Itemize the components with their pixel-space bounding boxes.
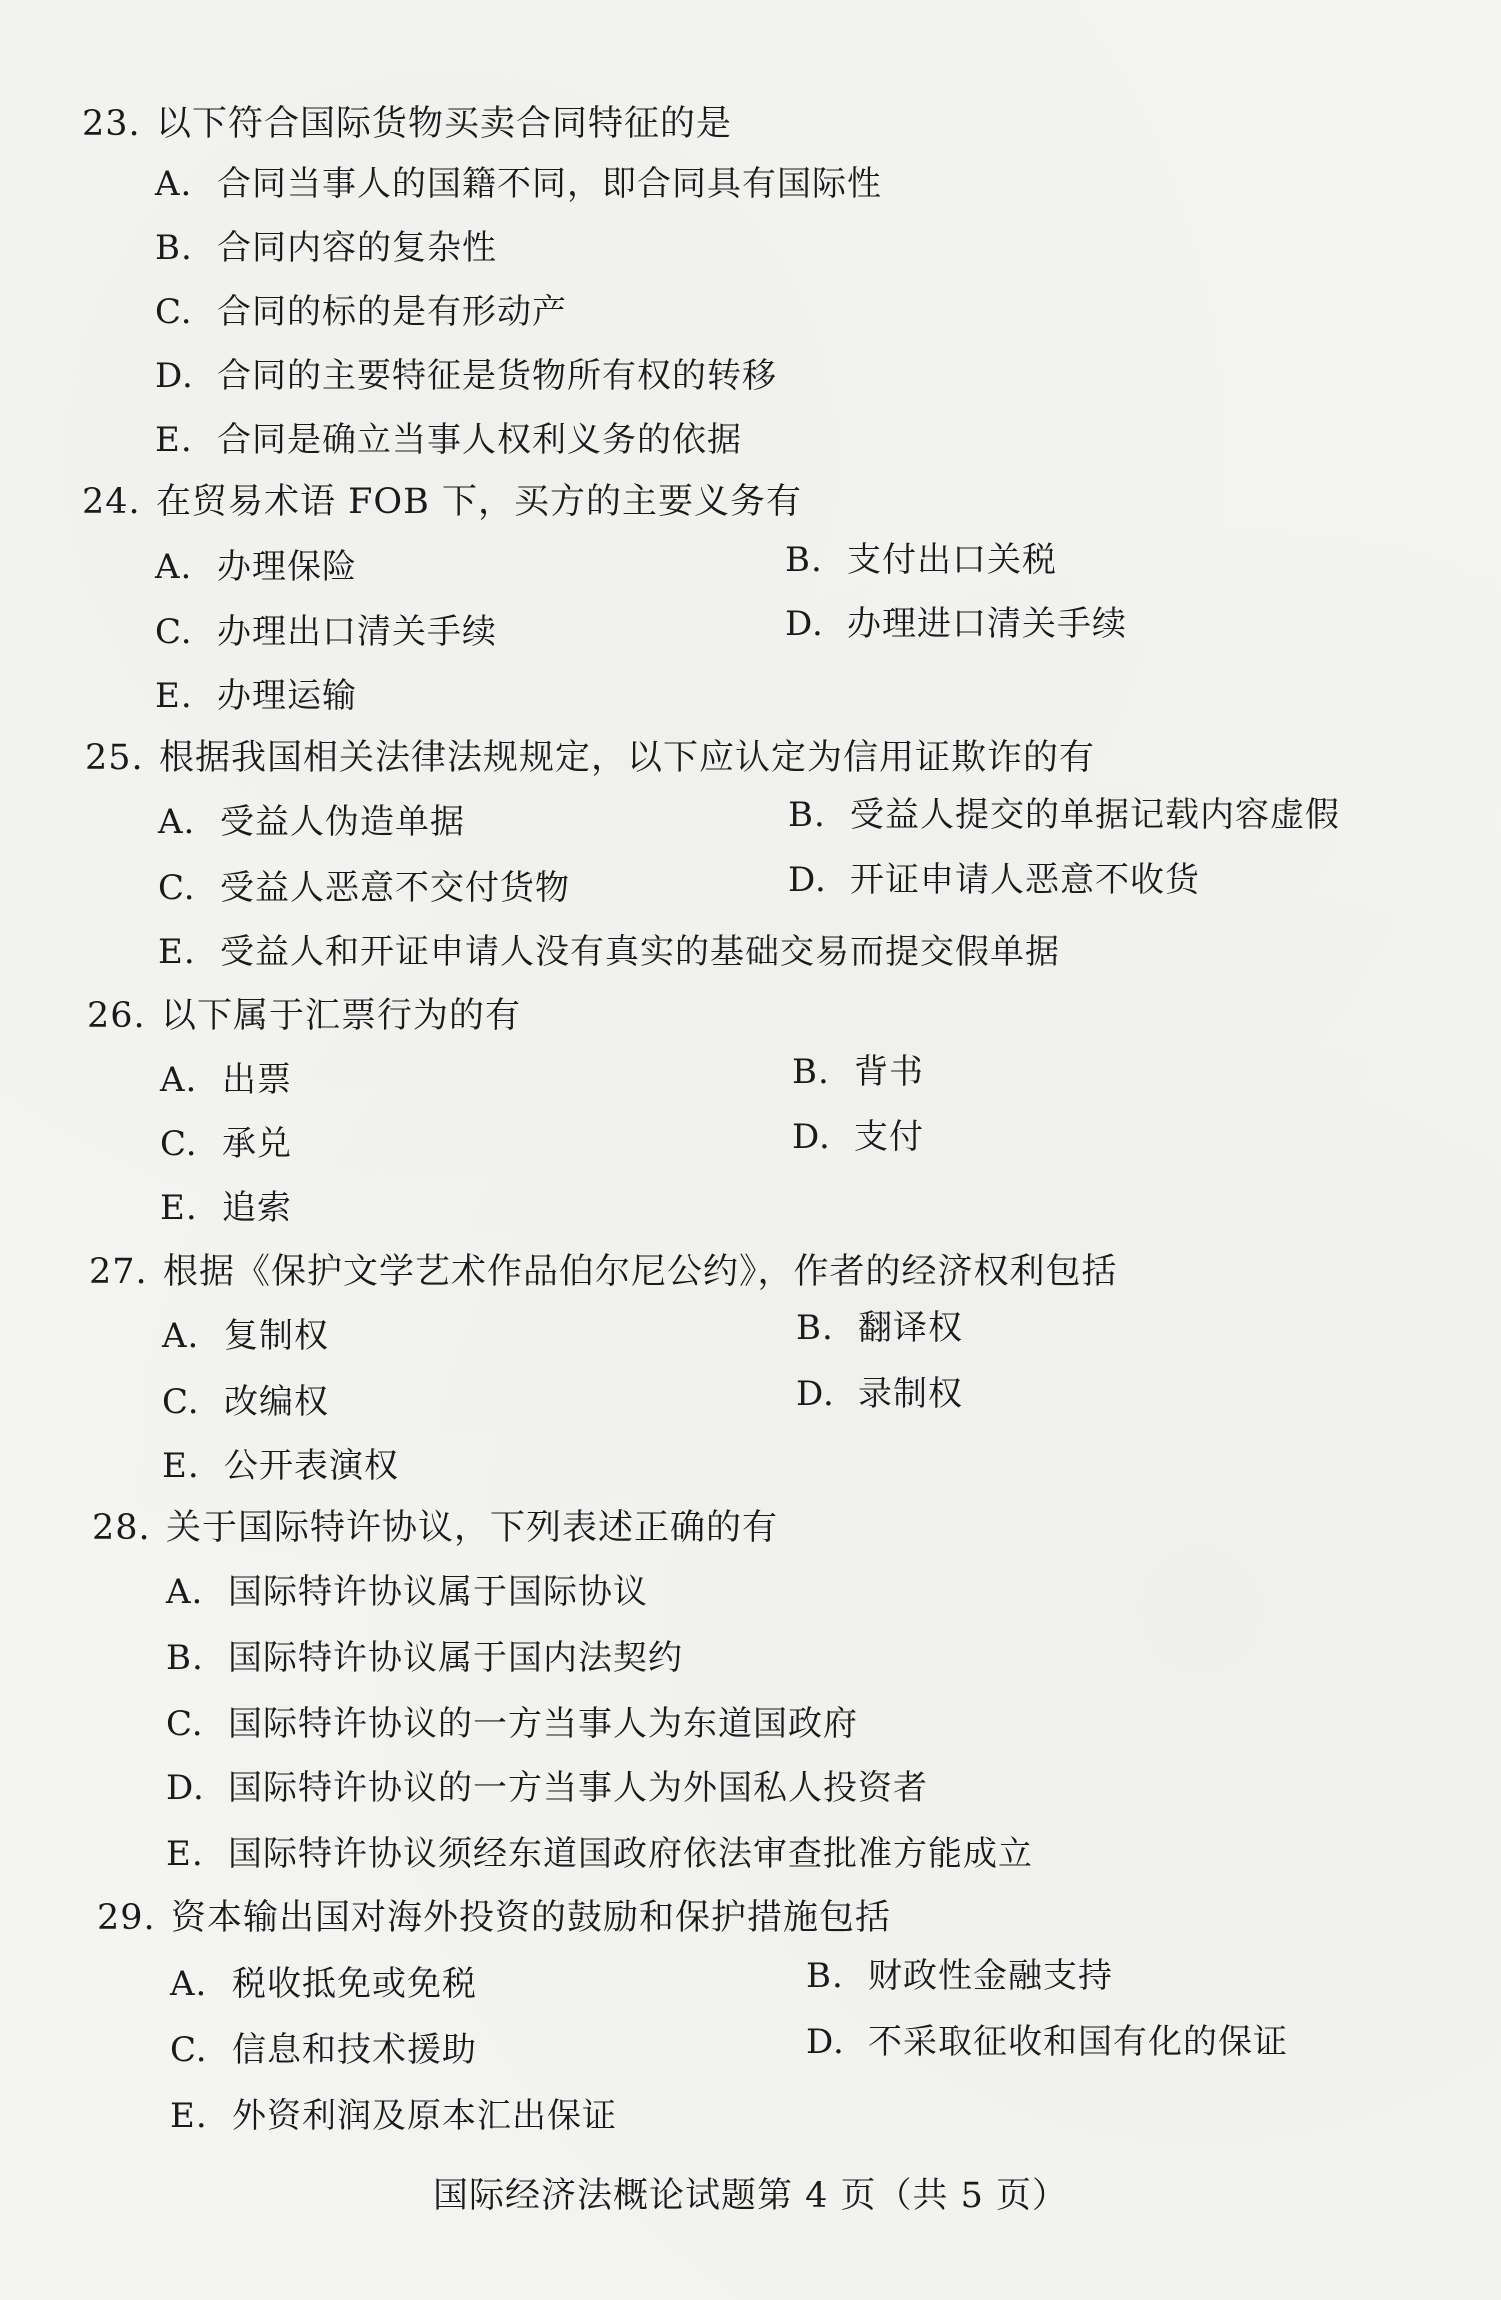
question-26-option-d (792, 1115, 924, 1159)
option-text: 支付出口关税 (847, 540, 1057, 580)
option-text: 支付 (854, 1117, 924, 1157)
option-letter: C. (166, 1704, 204, 1744)
question-24-option-a (155, 545, 357, 589)
option-text: 国际特许协议须经东道国政府依法审查批准方能成立 (228, 1834, 1033, 1874)
option-text: 办理出口清关手续 (217, 612, 497, 652)
question-29-option-e (170, 2094, 617, 2138)
option-letter: C. (160, 1124, 198, 1164)
question-24-stem (82, 480, 802, 524)
question-27-option-b (796, 1306, 963, 1350)
option-text: 复制权 (224, 1316, 329, 1356)
option-text: 合同是确立当事人权利义务的依据 (217, 420, 742, 460)
question-23-option-a (155, 162, 882, 206)
option-text: 合同的标的是有形动产 (217, 292, 567, 332)
question-23-option-c (155, 290, 567, 334)
option-letter: E. (166, 1834, 204, 1874)
question-27-option-e (162, 1444, 399, 1488)
question-28-option-d (166, 1766, 928, 1810)
option-text: 信息和技术援助 (232, 2030, 477, 2070)
question-28-option-b (166, 1636, 683, 1680)
question-26-option-b (792, 1050, 924, 1094)
option-text: 国际特许协议的一方当事人为东道国政府 (228, 1704, 858, 1744)
question-27-stem (89, 1250, 1118, 1294)
question-number: 23. (82, 104, 141, 144)
question-29-option-a (170, 1962, 477, 2006)
question-25-option-b (788, 793, 1340, 837)
question-28-stem (92, 1506, 778, 1550)
option-text: 承兑 (222, 1124, 292, 1164)
question-text: 以下属于汇票行为的有 (161, 996, 522, 1036)
question-26-option-c (160, 1122, 292, 1166)
question-23-option-d (155, 354, 777, 398)
option-letter: E. (170, 2096, 208, 2136)
option-letter: A. (155, 164, 193, 204)
question-number: 26. (87, 996, 146, 1036)
option-letter: B. (166, 1638, 204, 1678)
question-27-option-c (162, 1380, 329, 1424)
option-letter: E. (158, 932, 196, 972)
page-footer: 国际经济法概论试题第 4 页（共 5 页） (432, 2176, 1069, 2216)
question-number: 29. (97, 1898, 156, 1938)
option-letter: C. (158, 868, 196, 908)
question-24-option-e (155, 674, 357, 718)
option-text: 税收抵免或免税 (232, 1964, 477, 2004)
option-text: 不采取征收和国有化的保证 (868, 2022, 1288, 2062)
option-letter: D. (788, 860, 827, 900)
question-28-option-a (166, 1570, 648, 1614)
question-number: 24. (82, 482, 141, 522)
option-text: 受益人恶意不交付货物 (220, 868, 570, 908)
option-letter: A. (160, 1060, 198, 1100)
option-text: 合同当事人的国籍不同，即合同具有国际性 (217, 164, 882, 204)
question-25-option-e (158, 930, 1060, 974)
question-26-option-e (160, 1186, 292, 1230)
question-25-stem (85, 736, 1095, 780)
option-text: 翻译权 (858, 1308, 963, 1348)
option-text: 国际特许协议属于国际协议 (228, 1572, 648, 1612)
question-29-option-b (806, 1954, 1113, 1998)
option-text: 受益人提交的单据记载内容虚假 (850, 795, 1340, 835)
option-letter: A. (166, 1572, 204, 1612)
option-text: 合同内容的复杂性 (217, 228, 497, 268)
question-text: 根据《保护文学艺术作品伯尔尼公约》，作者的经济权利包括 (163, 1252, 1118, 1292)
option-text: 办理保险 (217, 547, 357, 587)
option-letter: C. (170, 2030, 208, 2070)
question-29-option-d (806, 2020, 1288, 2064)
question-26-stem (87, 994, 521, 1038)
option-text: 办理进口清关手续 (847, 604, 1127, 644)
option-letter: C. (162, 1382, 200, 1422)
option-text: 外资利润及原本汇出保证 (232, 2096, 617, 2136)
option-letter: C. (155, 612, 193, 652)
option-text: 办理运输 (217, 676, 357, 716)
option-text: 合同的主要特征是货物所有权的转移 (217, 356, 777, 396)
option-text: 录制权 (858, 1374, 963, 1414)
option-text: 财政性金融支持 (868, 1956, 1113, 1996)
question-number: 28. (92, 1508, 151, 1548)
option-letter: C. (155, 292, 193, 332)
question-text: 关于国际特许协议，下列表述正确的有 (166, 1508, 779, 1548)
question-28-option-e (166, 1832, 1033, 1876)
option-text: 受益人伪造单据 (220, 802, 465, 842)
option-letter: A. (158, 802, 196, 842)
option-letter: D. (166, 1768, 205, 1808)
question-23-option-e (155, 418, 742, 462)
question-24-option-b (785, 538, 1057, 582)
question-23-option-b (155, 226, 497, 270)
question-number: 27. (89, 1252, 148, 1292)
option-letter: E. (155, 420, 193, 460)
question-29-option-c (170, 2028, 477, 2072)
question-25-option-a (158, 800, 465, 844)
option-letter: E. (155, 676, 193, 716)
option-letter: D. (785, 604, 824, 644)
question-text: 以下符合国际货物买卖合同特征的是 (156, 104, 733, 144)
option-text: 改编权 (224, 1382, 329, 1422)
option-letter: A. (155, 547, 193, 587)
question-text: 根据我国相关法律法规规定，以下应认定为信用证欺诈的有 (159, 738, 1096, 778)
option-text: 受益人和开证申请人没有真实的基础交易而提交假单据 (220, 932, 1060, 972)
question-28-option-c (166, 1702, 858, 1746)
option-letter: B. (796, 1308, 834, 1348)
question-23-stem (82, 102, 732, 146)
option-text: 开证申请人恶意不收货 (850, 860, 1200, 900)
question-text: 资本输出国对海外投资的鼓励和保护措施包括 (171, 1898, 892, 1938)
option-letter: D. (806, 2022, 845, 2062)
question-24-option-c (155, 610, 497, 654)
option-text: 国际特许协议的一方当事人为外国私人投资者 (228, 1768, 928, 1808)
question-number: 25. (85, 738, 144, 778)
option-letter: D. (792, 1117, 831, 1157)
option-text: 国际特许协议属于国内法契约 (228, 1638, 683, 1678)
option-letter: E. (160, 1188, 198, 1228)
question-27-option-d (796, 1372, 963, 1416)
question-24-option-d (785, 602, 1127, 646)
question-25-option-c (158, 866, 570, 910)
option-letter: D. (796, 1374, 835, 1414)
question-27-option-a (162, 1314, 329, 1358)
question-26-option-a (160, 1058, 292, 1102)
option-text: 追索 (222, 1188, 292, 1228)
option-text: 出票 (222, 1060, 292, 1100)
question-text: 在贸易术语 FOB 下，买方的主要义务有 (156, 482, 802, 522)
option-text: 背书 (854, 1052, 924, 1092)
option-letter: E. (162, 1446, 200, 1486)
option-letter: B. (788, 795, 826, 835)
option-letter: B. (792, 1052, 830, 1092)
option-letter: D. (155, 356, 194, 396)
option-letter: B. (806, 1956, 844, 1996)
option-text: 公开表演权 (224, 1446, 399, 1486)
option-letter: B. (785, 540, 823, 580)
question-25-option-d (788, 858, 1200, 902)
question-29-stem (97, 1896, 891, 1940)
option-letter: B. (155, 228, 193, 268)
option-letter: A. (170, 1964, 208, 2004)
option-letter: A. (162, 1316, 200, 1356)
